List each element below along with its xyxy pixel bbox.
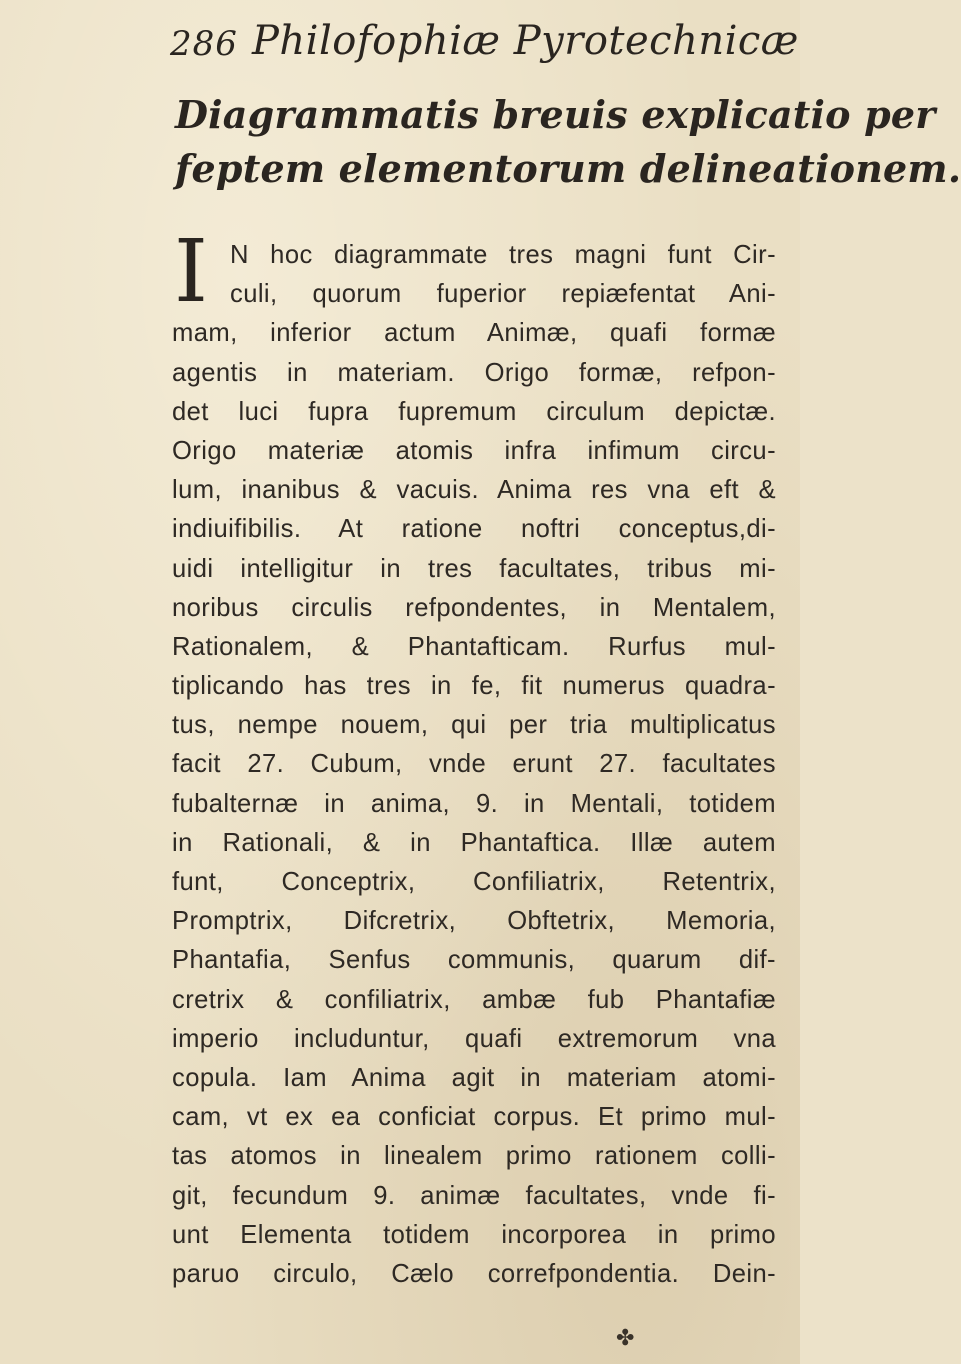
text-line: Rationalem, & Phantafticam. Rurfus mul- [172, 632, 776, 661]
text-line: cam, vt ex ea conficiat corpus. Et primo mul- [172, 1103, 776, 1132]
text-line: Origo materiæ atomis infra infimum circu- [172, 436, 776, 465]
text-line: facit 27. Cubum, vnde erunt 27. facultates [172, 750, 776, 779]
text-line: det luci fupra fupremum circulum depictæ. [172, 397, 776, 426]
page-number: 286 [170, 24, 238, 64]
text-line: Promptrix, Difcretrix, Obftetrix, Memoria, [172, 907, 776, 936]
text-line: tus, nempe nouem, qui per tria multiplicatus [172, 711, 776, 740]
body-paragraph [172, 222, 776, 1294]
text-line: cretrix & confiliatrix, ambæ fub Phantafiæ [172, 985, 776, 1014]
text-line: noribus circulis refpondentes, in Mentalem, [172, 593, 776, 622]
text-line: paruo circulo, Cælo correfpondentia. Dein- [172, 1259, 776, 1288]
section-heading-line-1: Diagrammatis breuis explicatio per [175, 92, 936, 137]
text-line: imperio includuntur, quafi extremorum vna [172, 1024, 776, 1053]
ornament-mark: ✤ [616, 1326, 635, 1351]
text-line: tas atomos in linealem primo rationem colli- [172, 1142, 776, 1171]
drop-cap-initial: I [174, 222, 208, 322]
text-line: culi, quorum fuperior repiæfentat Ani- [230, 280, 776, 309]
running-title: Philofophiæ Pyrotechnicæ [252, 18, 799, 64]
text-line: fubalternæ in anima, 9. in Mentali, totidem [172, 789, 776, 818]
text-line: lum, inanibus & vacuis. Anima res vna eft & [172, 476, 776, 505]
text-line: unt Elementa totidem incorporea in primo [172, 1220, 776, 1249]
text-line: mam, inferior actum Animæ, quafi formæ [172, 319, 776, 348]
text-line: Phantafia, Senfus communis, quarum dif- [172, 946, 776, 975]
running-header [170, 14, 799, 74]
text-line: git, fecundum 9. animæ facultates, vnde fi- [172, 1181, 776, 1210]
text-line: agentis in materiam. Origo formæ, refpon- [172, 358, 776, 387]
text-line: indiuifibilis. At ratione noftri conceptus,di- [172, 515, 776, 544]
text-line: N hoc diagrammate tres magni funt Cir- [230, 241, 776, 269]
text-line: in Rationali, & in Phantaftica. Illæ autem [172, 828, 776, 857]
text-line: copula. Iam Anima agit in materiam atomi- [172, 1063, 776, 1092]
text-line: uidi intelligitur in tres facultates, tribus mi- [172, 554, 776, 583]
text-line: funt, Conceptrix, Confiliatrix, Retentrix, [172, 868, 776, 896]
section-heading-line-2: feptem elementorum delineationem. [175, 146, 961, 191]
text-line: tiplicando has tres in fe, fit numerus quadra- [172, 672, 776, 701]
